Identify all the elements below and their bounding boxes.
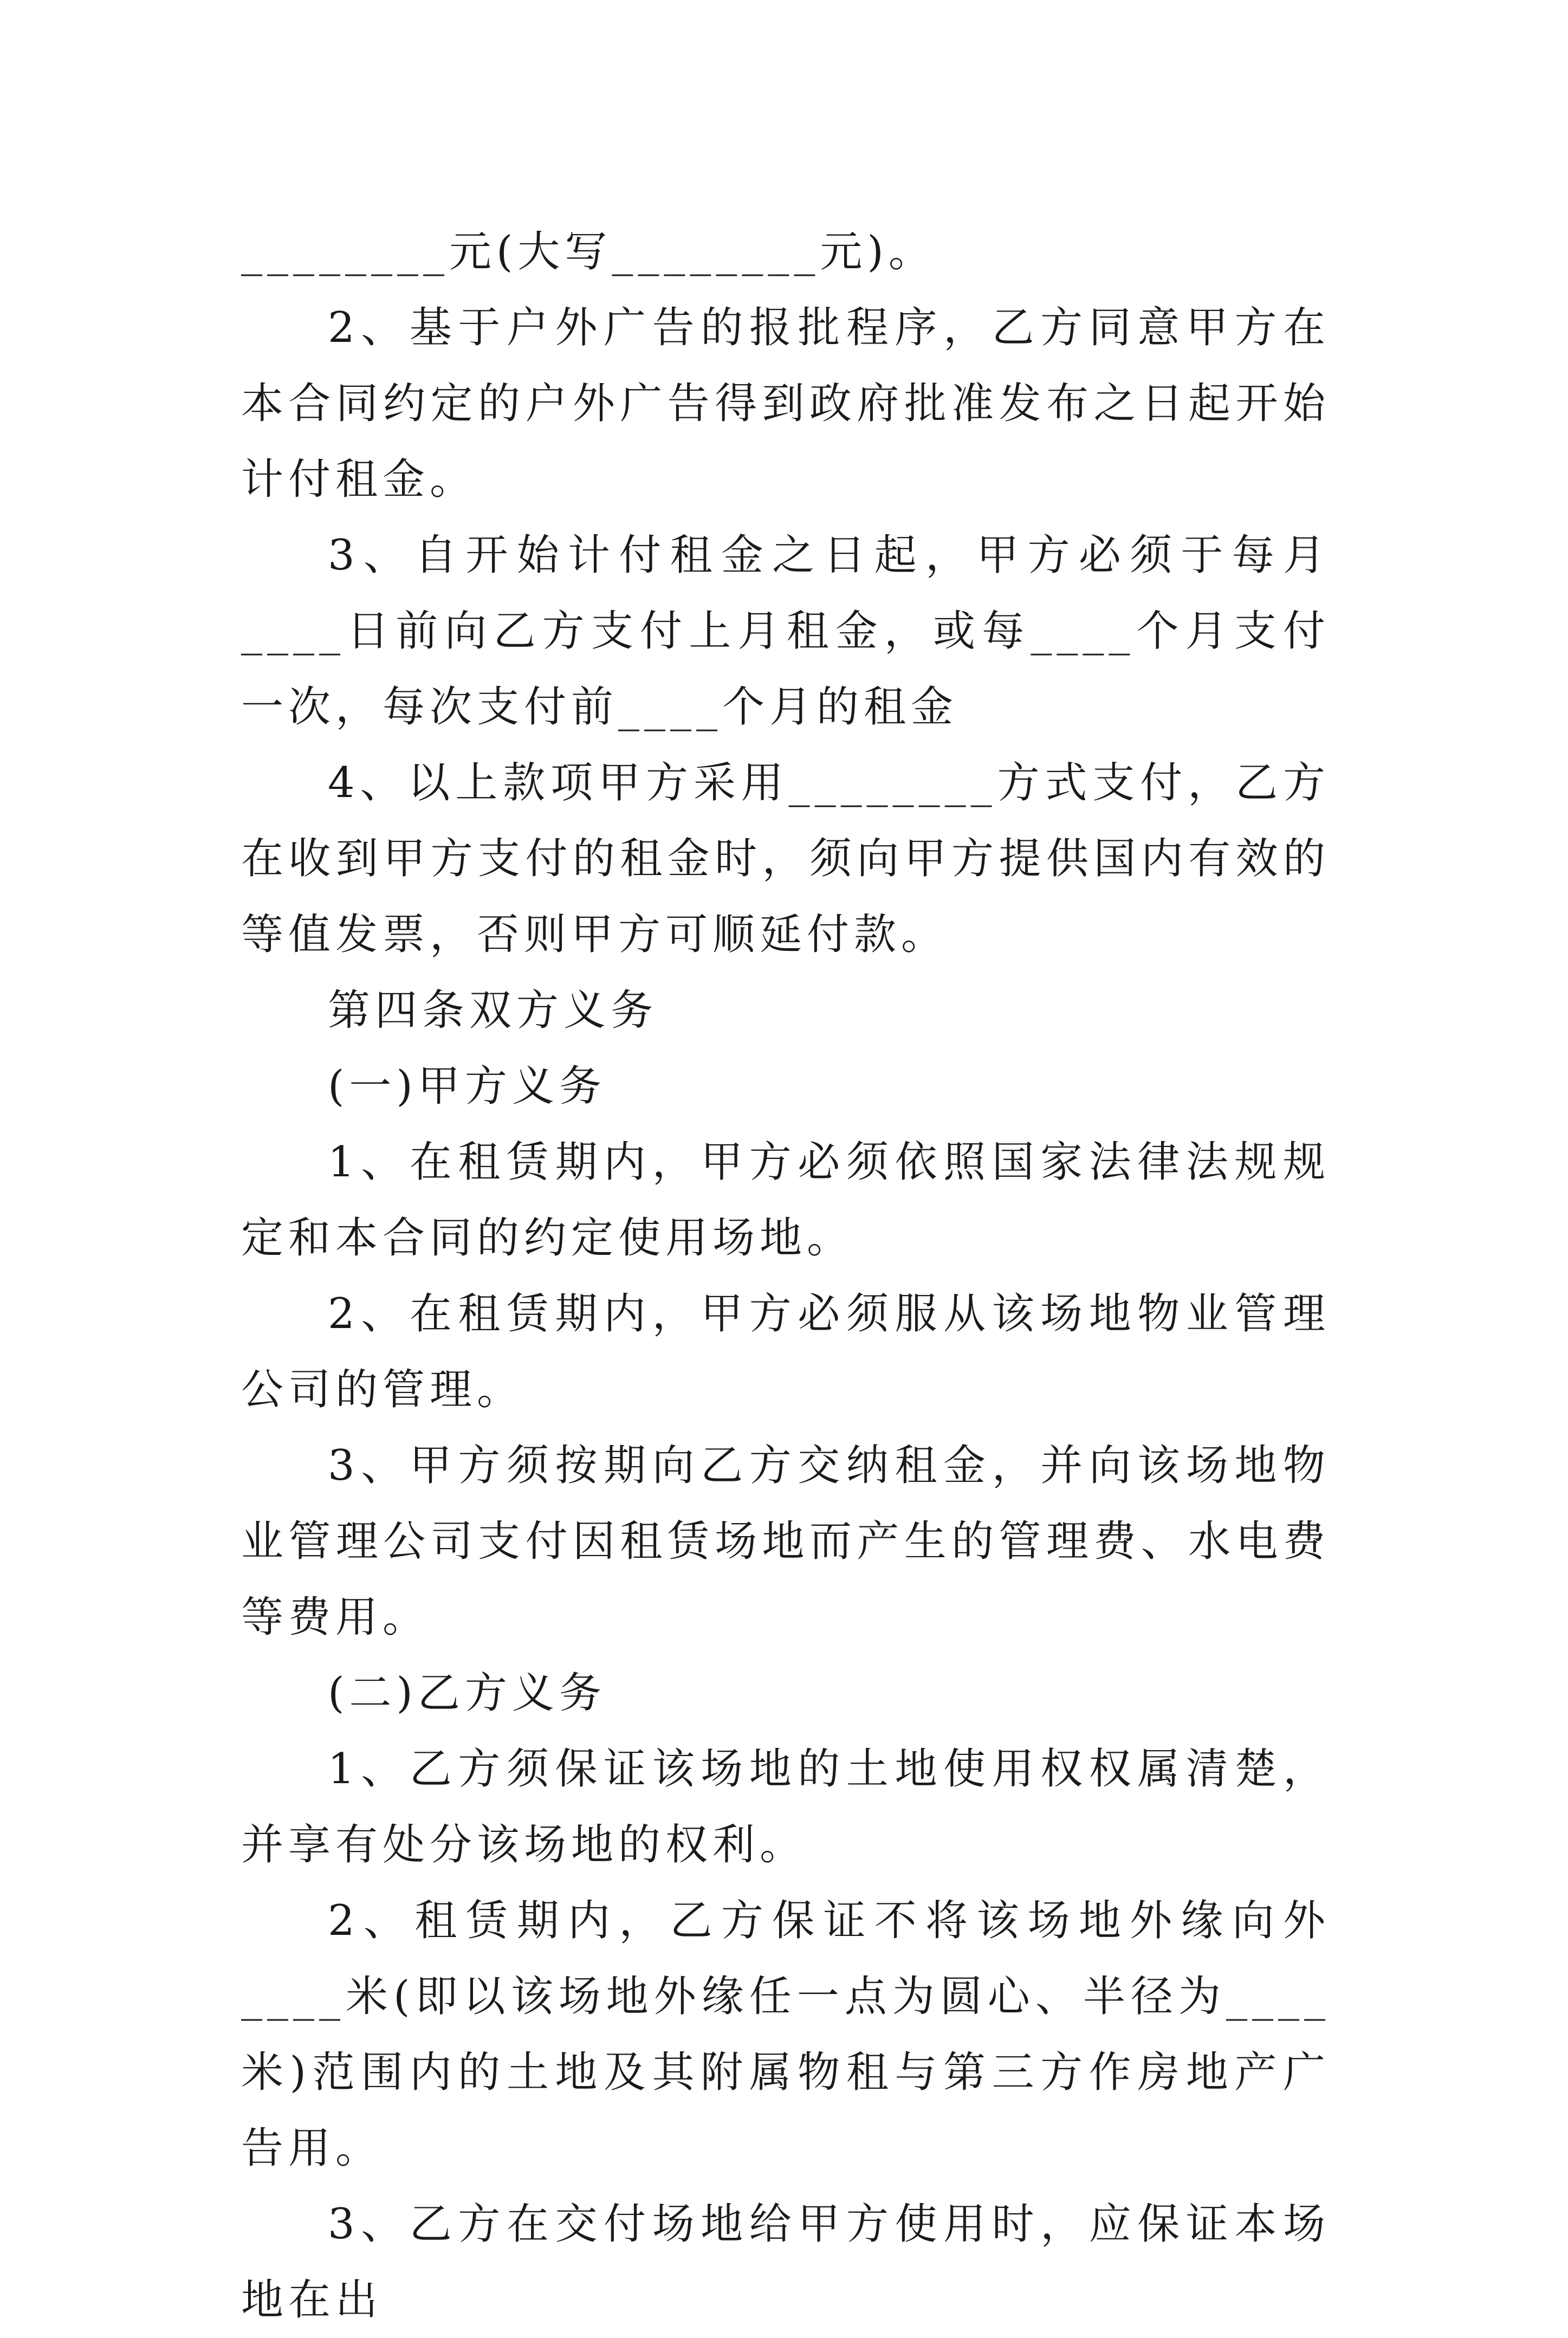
paragraph-clause-2: 2、基于户外广告的报批程序，乙方同意甲方在本合同约定的户外广告得到政府批准发布之日起开始计付租金。 [241,303,1330,504]
paragraph-party-b-2: 2、租赁期内，乙方保证不将该场地外缘向外____米(即以该场地外缘任一点为圆心、半径为____米)范围内的土地及其附属物租与第三方作房地产广告用。 [241,1896,1330,2173]
paragraph-party-a-1: 1、在租赁期内，甲方必须依照国家法律法规规定和本合同的约定使用场地。 [241,1138,1330,1262]
paragraph-party-a-2: 2、在租赁期内，甲方必须服从该场地物业管理公司的管理。 [241,1290,1330,1414]
paragraph-party-b-3: 3、乙方在交付场地给甲方使用时，应保证本场地在出 [241,2200,1330,2324]
paragraph-clause-3: 3、自开始计付租金之日起，甲方必须于每月____日前向乙方支付上月租金，或每____个月支付一次，每次支付前____个月的租金 [241,531,1330,731]
subheading-party-a-obligations: (一)甲方义务 [328,1062,606,1111]
paragraph-party-a-3: 3、甲方须按期向乙方交纳租金，并向该场地物业管理公司支付因租赁场地而产生的管理费、水电费等费用。 [241,1441,1330,1642]
section-heading-article-4: 第四条双方义务 [328,986,658,1035]
paragraph-party-b-1: 1、乙方须保证该场地的土地使用权权属清楚，并享有处分该场地的权利。 [241,1745,1330,1869]
paragraph-clause-4: 4、以上款项甲方采用________方式支付，乙方在收到甲方支付的租金时，须向甲方提供国内有效的等值发票，否则甲方可顺延付款。 [241,759,1330,959]
document-body [241,214,1330,2338]
subheading-party-b-obligations: (二)乙方义务 [328,1669,606,1718]
paragraph-amount-line: ________元(大写________元)。 [241,228,936,276]
